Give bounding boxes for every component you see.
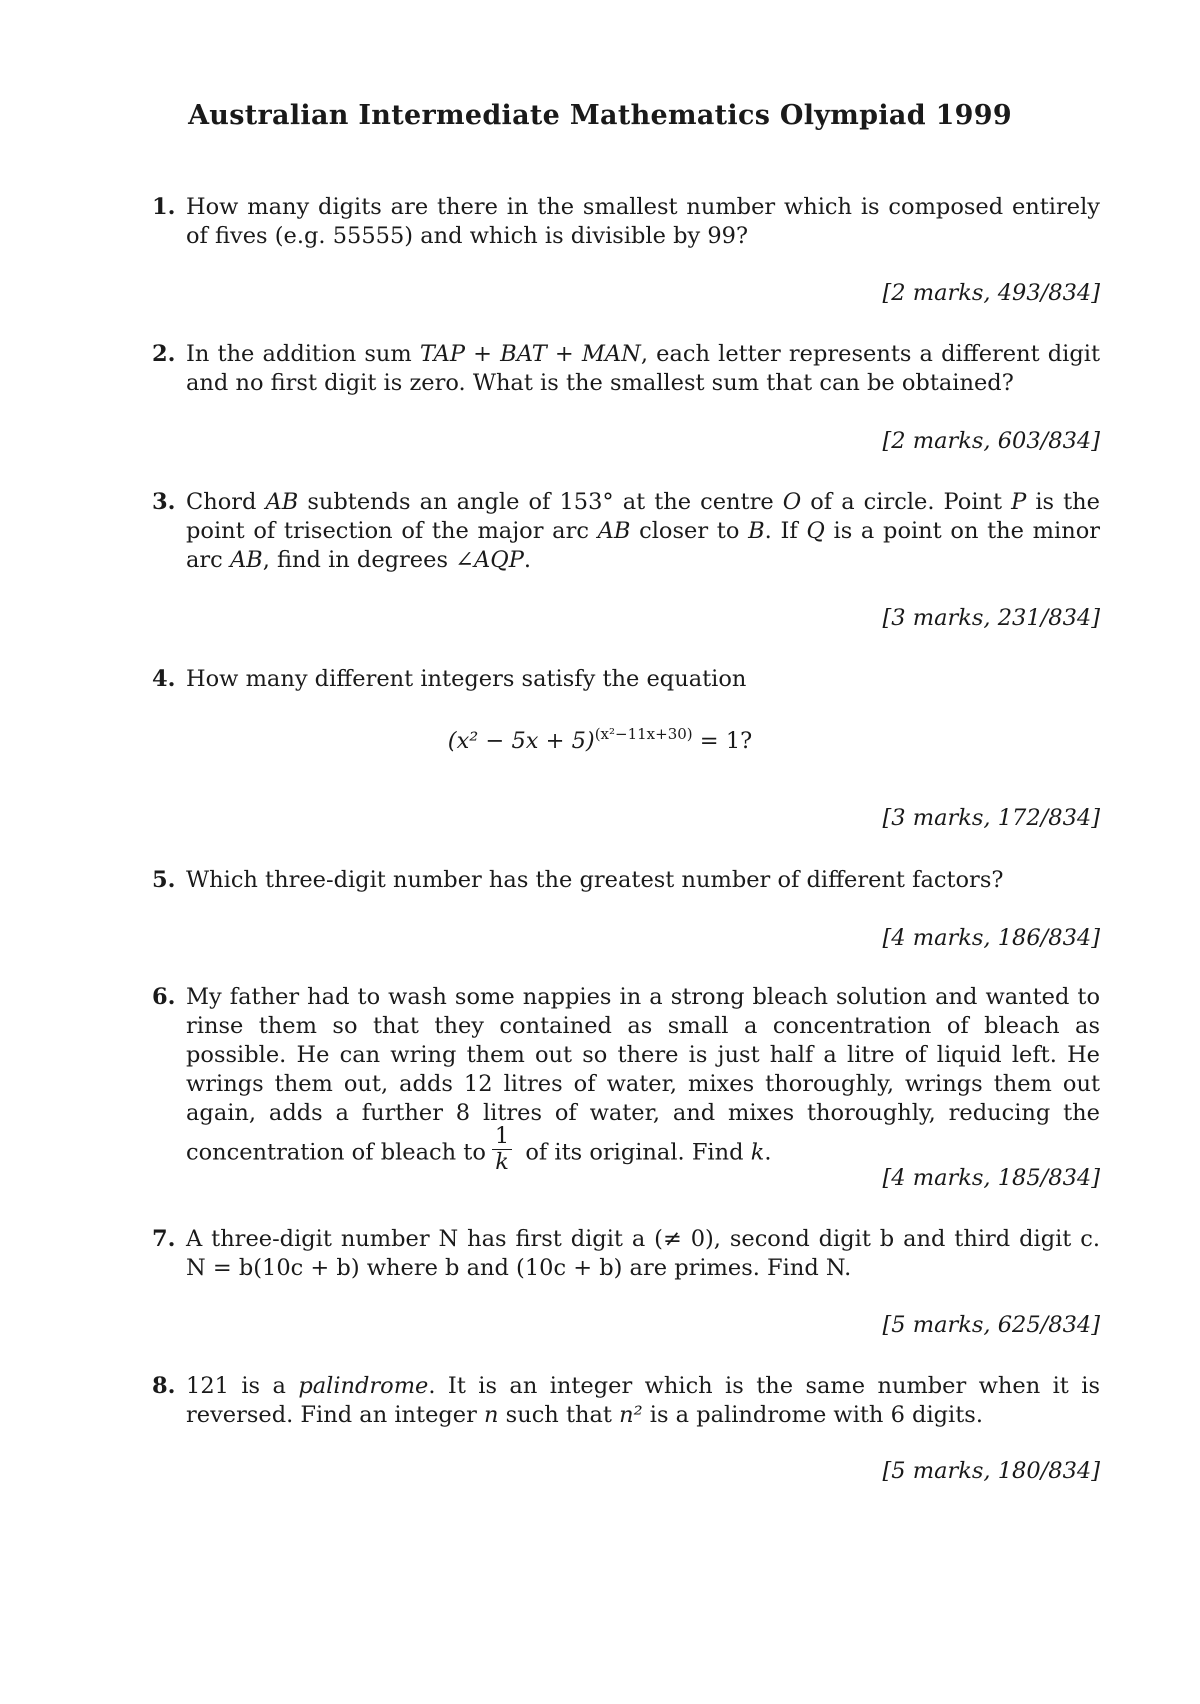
equation-exponent: (x²−11x+30)	[594, 725, 693, 743]
marks-text: 4 marks, 186/834	[891, 925, 1092, 951]
problem-text: How many digits are there in the smallest number which is composed entirely of fives (e.g. 55555) and which is divisible by 99?	[186, 194, 1100, 249]
problem-4	[152, 665, 1100, 694]
marks-text: 2 marks, 603/834	[891, 428, 1092, 454]
problem-text: In the addition sum TAP + BAT + MAN, each letter represents a different digit and no first digit is zero. What is the smallest sum that can be obtained?	[186, 341, 1101, 396]
problem-2-marks: [2 marks, 603/834]	[882, 428, 1100, 454]
problem-8	[152, 1372, 1100, 1430]
problem-3-marks: [3 marks, 231/834]	[882, 605, 1100, 631]
marks-text: 3 marks, 172/834	[891, 805, 1092, 831]
problem-text: Chord AB subtends an angle of 153° at the centre O of a circle. Point P is the point of trisection of the major arc AB closer to B. If Q is a point on the minor arc AB, find in degrees ∠AQP.	[186, 489, 1100, 573]
problem-number: 1.	[152, 194, 176, 220]
problem-text	[186, 1225, 1100, 1283]
problem-5-marks: [4 marks, 186/834]	[882, 925, 1100, 951]
problem-number: 5.	[152, 867, 176, 893]
problem-1	[152, 193, 1100, 251]
problem-number: 3.	[152, 489, 176, 515]
problem-5	[152, 866, 1100, 895]
problem-text: 121 is a palindrome. It is an integer which is the same number when it is reversed. Find an integer n such that n² is a palindrome with 6 digits.	[186, 1373, 1100, 1428]
fraction: $\frac{1}{k}$	[492, 1124, 512, 1175]
page-title: Australian Intermediate Mathematics Olympiad 1999	[188, 100, 1012, 131]
equation: $(x^2 - 5x + 5)^{(x^2-11x+30)} = 1$?	[447, 725, 753, 754]
problem-2	[152, 340, 1100, 398]
problem-7-marks: [5 marks, 625/834]	[882, 1312, 1100, 1338]
problem-number: 7.	[152, 1226, 176, 1252]
problem-7	[152, 1225, 1100, 1283]
problem-line: N = b(10c + b) where b and (10c + b) are primes. Find N.	[186, 1255, 852, 1281]
problem-line: A three-digit number N has first digit a (≠ 0), second digit b and third digit c.	[186, 1226, 1100, 1252]
problem-4-marks: [3 marks, 172/834]	[882, 805, 1100, 831]
marks-text: 5 marks, 625/834	[891, 1312, 1092, 1338]
problem-8-marks: [5 marks, 180/834]	[882, 1458, 1100, 1484]
problem-6	[152, 983, 1100, 1179]
problem-number: 6.	[152, 984, 176, 1010]
problem-3	[152, 488, 1100, 575]
problem-number: 2.	[152, 341, 176, 367]
marks-text: 5 marks, 180/834	[891, 1458, 1092, 1484]
marks-text: 3 marks, 231/834	[891, 605, 1092, 631]
problem-text: How many different integers satisfy the equation	[186, 666, 747, 692]
problem-6-marks: [4 marks, 185/834]	[882, 1165, 1100, 1191]
problem-number: 4.	[152, 666, 176, 692]
problem-1-marks: [2 marks, 493/834]	[882, 280, 1100, 306]
problem-text: Which three-digit number has the greatest number of different factors?	[186, 867, 1004, 893]
marks-text: 4 marks, 185/834	[891, 1165, 1092, 1191]
marks-text: 2 marks, 493/834	[891, 280, 1092, 306]
problem-text: My father had to wash some nappies in a strong bleach solution and wanted to rinse them so that they contained as small a concentration of bleach as possible. He can wring them out so there is just half a litre of liquid left. He wrings them out, adds 12 litres of water, mixes thoroughly, wrings them out again, adds a further 8 litres of water, and mixes thoroughly, reducing the concentration of bleach to $\frac{1}{k}$ of its original. Find k.	[186, 984, 1100, 1175]
problem-number: 8.	[152, 1373, 176, 1399]
